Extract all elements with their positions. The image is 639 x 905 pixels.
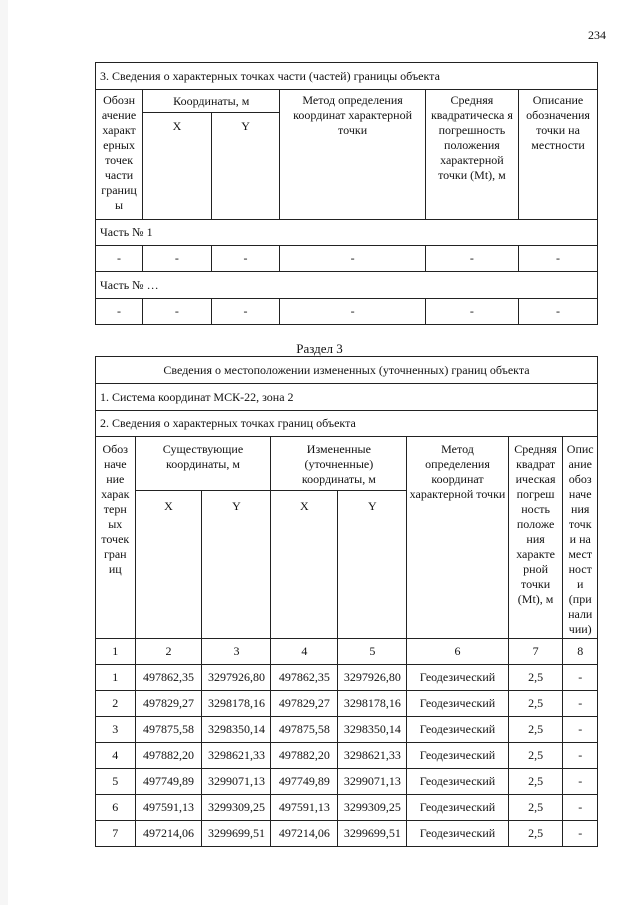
y-changed-header: Y <box>338 491 407 639</box>
description-cell: - <box>563 821 598 847</box>
method-cell: Геодезический <box>407 665 508 691</box>
y-existing-header: Y <box>202 491 271 639</box>
section-heading: Сведения о местоположении измененных (уточненных) границ объекта <box>96 357 598 384</box>
table-row <box>96 665 598 691</box>
partN-cell: - <box>519 299 598 325</box>
y-changed-cell: 3299309,25 <box>338 795 407 821</box>
coords-header: Координаты, м <box>143 90 280 113</box>
x-changed-header: X <box>271 491 338 639</box>
error-cell: 2,5 <box>508 795 563 821</box>
point-rows <box>96 665 598 847</box>
x-changed-cell: 497862,35 <box>271 665 338 691</box>
partN-cell: - <box>143 299 212 325</box>
y-changed-cell: 3298178,16 <box>338 691 407 717</box>
description-cell: - <box>563 665 598 691</box>
table-row <box>96 821 598 847</box>
method-cell: Геодезический <box>407 743 508 769</box>
x-existing-cell: 497875,58 <box>135 717 202 743</box>
table-row <box>96 769 598 795</box>
x-existing-cell: 497214,06 <box>135 821 202 847</box>
error-cell: 2,5 <box>508 743 563 769</box>
description-header: Опис ание обоз наче ния точк и на мест ност и (при нали чии) <box>563 437 598 639</box>
boundary-points-table <box>95 356 598 847</box>
method-cell: Геодезический <box>407 769 508 795</box>
partN-cell: - <box>96 299 143 325</box>
y-existing-cell: 3298621,33 <box>202 743 271 769</box>
page-number: 234 <box>588 28 606 42</box>
table-row <box>96 795 598 821</box>
designation-header: Обозн ачение характ ерных точек части границ ы <box>96 90 143 220</box>
column-number: 4 <box>271 639 338 665</box>
point-number-cell: 4 <box>96 743 136 769</box>
y-changed-cell: 3298621,33 <box>338 743 407 769</box>
coord-system: 1. Система координат МСК-22, зона 2 <box>96 384 598 411</box>
method-cell: Геодезический <box>407 821 508 847</box>
table-row <box>96 743 598 769</box>
error-cell: 2,5 <box>508 821 563 847</box>
y-existing-cell: 3299309,25 <box>202 795 271 821</box>
description-cell: - <box>563 743 598 769</box>
x-changed-cell: 497875,58 <box>271 717 338 743</box>
y-changed-cell: 3299071,13 <box>338 769 407 795</box>
error-header: Средняя квадратическа я погрешность положения характерной точки (Mt), м <box>425 90 518 220</box>
partN-label: Часть № … <box>96 272 598 299</box>
description-cell: - <box>563 769 598 795</box>
x-existing-cell: 497862,35 <box>135 665 202 691</box>
y-existing-cell: 3297926,80 <box>202 665 271 691</box>
point-number-cell: 6 <box>96 795 136 821</box>
point-number-cell: 3 <box>96 717 136 743</box>
point-number-cell: 2 <box>96 691 136 717</box>
x-existing-cell: 497882,20 <box>135 743 202 769</box>
x-changed-cell: 497749,89 <box>271 769 338 795</box>
error-cell: 2,5 <box>508 691 563 717</box>
part1-cell: - <box>96 246 143 272</box>
scan-edge <box>0 0 8 905</box>
part-points-table <box>95 62 598 325</box>
x-existing-cell: 497749,89 <box>135 769 202 795</box>
x-existing-header: X <box>135 491 202 639</box>
y-changed-cell: 3298350,14 <box>338 717 407 743</box>
column-number: 8 <box>563 639 598 665</box>
error-cell: 2,5 <box>508 717 563 743</box>
method-header: Метод определения координат характерной точки <box>407 437 508 639</box>
description-header: Описание обозначения точки на местности <box>519 90 598 220</box>
column-number: 2 <box>135 639 202 665</box>
description-cell: - <box>563 795 598 821</box>
existing-coords-header: Существующие координаты, м <box>135 437 271 491</box>
point-number-cell: 5 <box>96 769 136 795</box>
column-number: 3 <box>202 639 271 665</box>
section-title: Раздел 3 <box>296 341 343 356</box>
method-header: Метод определения координат характерной точки <box>280 90 425 220</box>
partN-cell: - <box>425 299 518 325</box>
point-number-cell: 7 <box>96 821 136 847</box>
method-cell: Геодезический <box>407 691 508 717</box>
y-changed-cell: 3299699,51 <box>338 821 407 847</box>
part1-cell: - <box>143 246 212 272</box>
point-number-cell: 1 <box>96 665 136 691</box>
y-header: Y <box>211 113 280 220</box>
x-changed-cell: 497214,06 <box>271 821 338 847</box>
part1-label: Часть № 1 <box>96 220 598 246</box>
description-cell: - <box>563 691 598 717</box>
table-row <box>96 691 598 717</box>
y-changed-cell: 3297926,80 <box>338 665 407 691</box>
y-existing-cell: 3299071,13 <box>202 769 271 795</box>
x-changed-cell: 497829,27 <box>271 691 338 717</box>
column-number: 6 <box>407 639 508 665</box>
column-number: 5 <box>338 639 407 665</box>
part1-cell: - <box>280 246 425 272</box>
partN-cell: - <box>280 299 425 325</box>
description-cell: - <box>563 717 598 743</box>
x-changed-cell: 497591,13 <box>271 795 338 821</box>
method-cell: Геодезический <box>407 795 508 821</box>
x-changed-cell: 497882,20 <box>271 743 338 769</box>
column-number: 7 <box>508 639 563 665</box>
part1-cell: - <box>425 246 518 272</box>
points-title: 2. Сведения о характерных точках границ объекта <box>96 411 598 437</box>
column-number: 1 <box>96 639 136 665</box>
x-existing-cell: 497829,27 <box>135 691 202 717</box>
method-cell: Геодезический <box>407 717 508 743</box>
x-header: X <box>143 113 212 220</box>
table-row <box>96 717 598 743</box>
y-existing-cell: 3298350,14 <box>202 717 271 743</box>
x-existing-cell: 497591,13 <box>135 795 202 821</box>
error-header: Средняя квадрат ическая погреш ность положе ния характе рной точки (Mt), м <box>508 437 563 639</box>
part1-cell: - <box>211 246 280 272</box>
designation-header: Обоз наче ние харак терн ых точек гран иц <box>96 437 136 639</box>
error-cell: 2,5 <box>508 769 563 795</box>
part1-cell: - <box>519 246 598 272</box>
y-existing-cell: 3299699,51 <box>202 821 271 847</box>
changed-coords-header: Измененные (уточненные) координаты, м <box>271 437 407 491</box>
y-existing-cell: 3298178,16 <box>202 691 271 717</box>
error-cell: 2,5 <box>508 665 563 691</box>
part-points-title: 3. Сведения о характерных точках части (частей) границы объекта <box>96 63 598 90</box>
partN-cell: - <box>211 299 280 325</box>
